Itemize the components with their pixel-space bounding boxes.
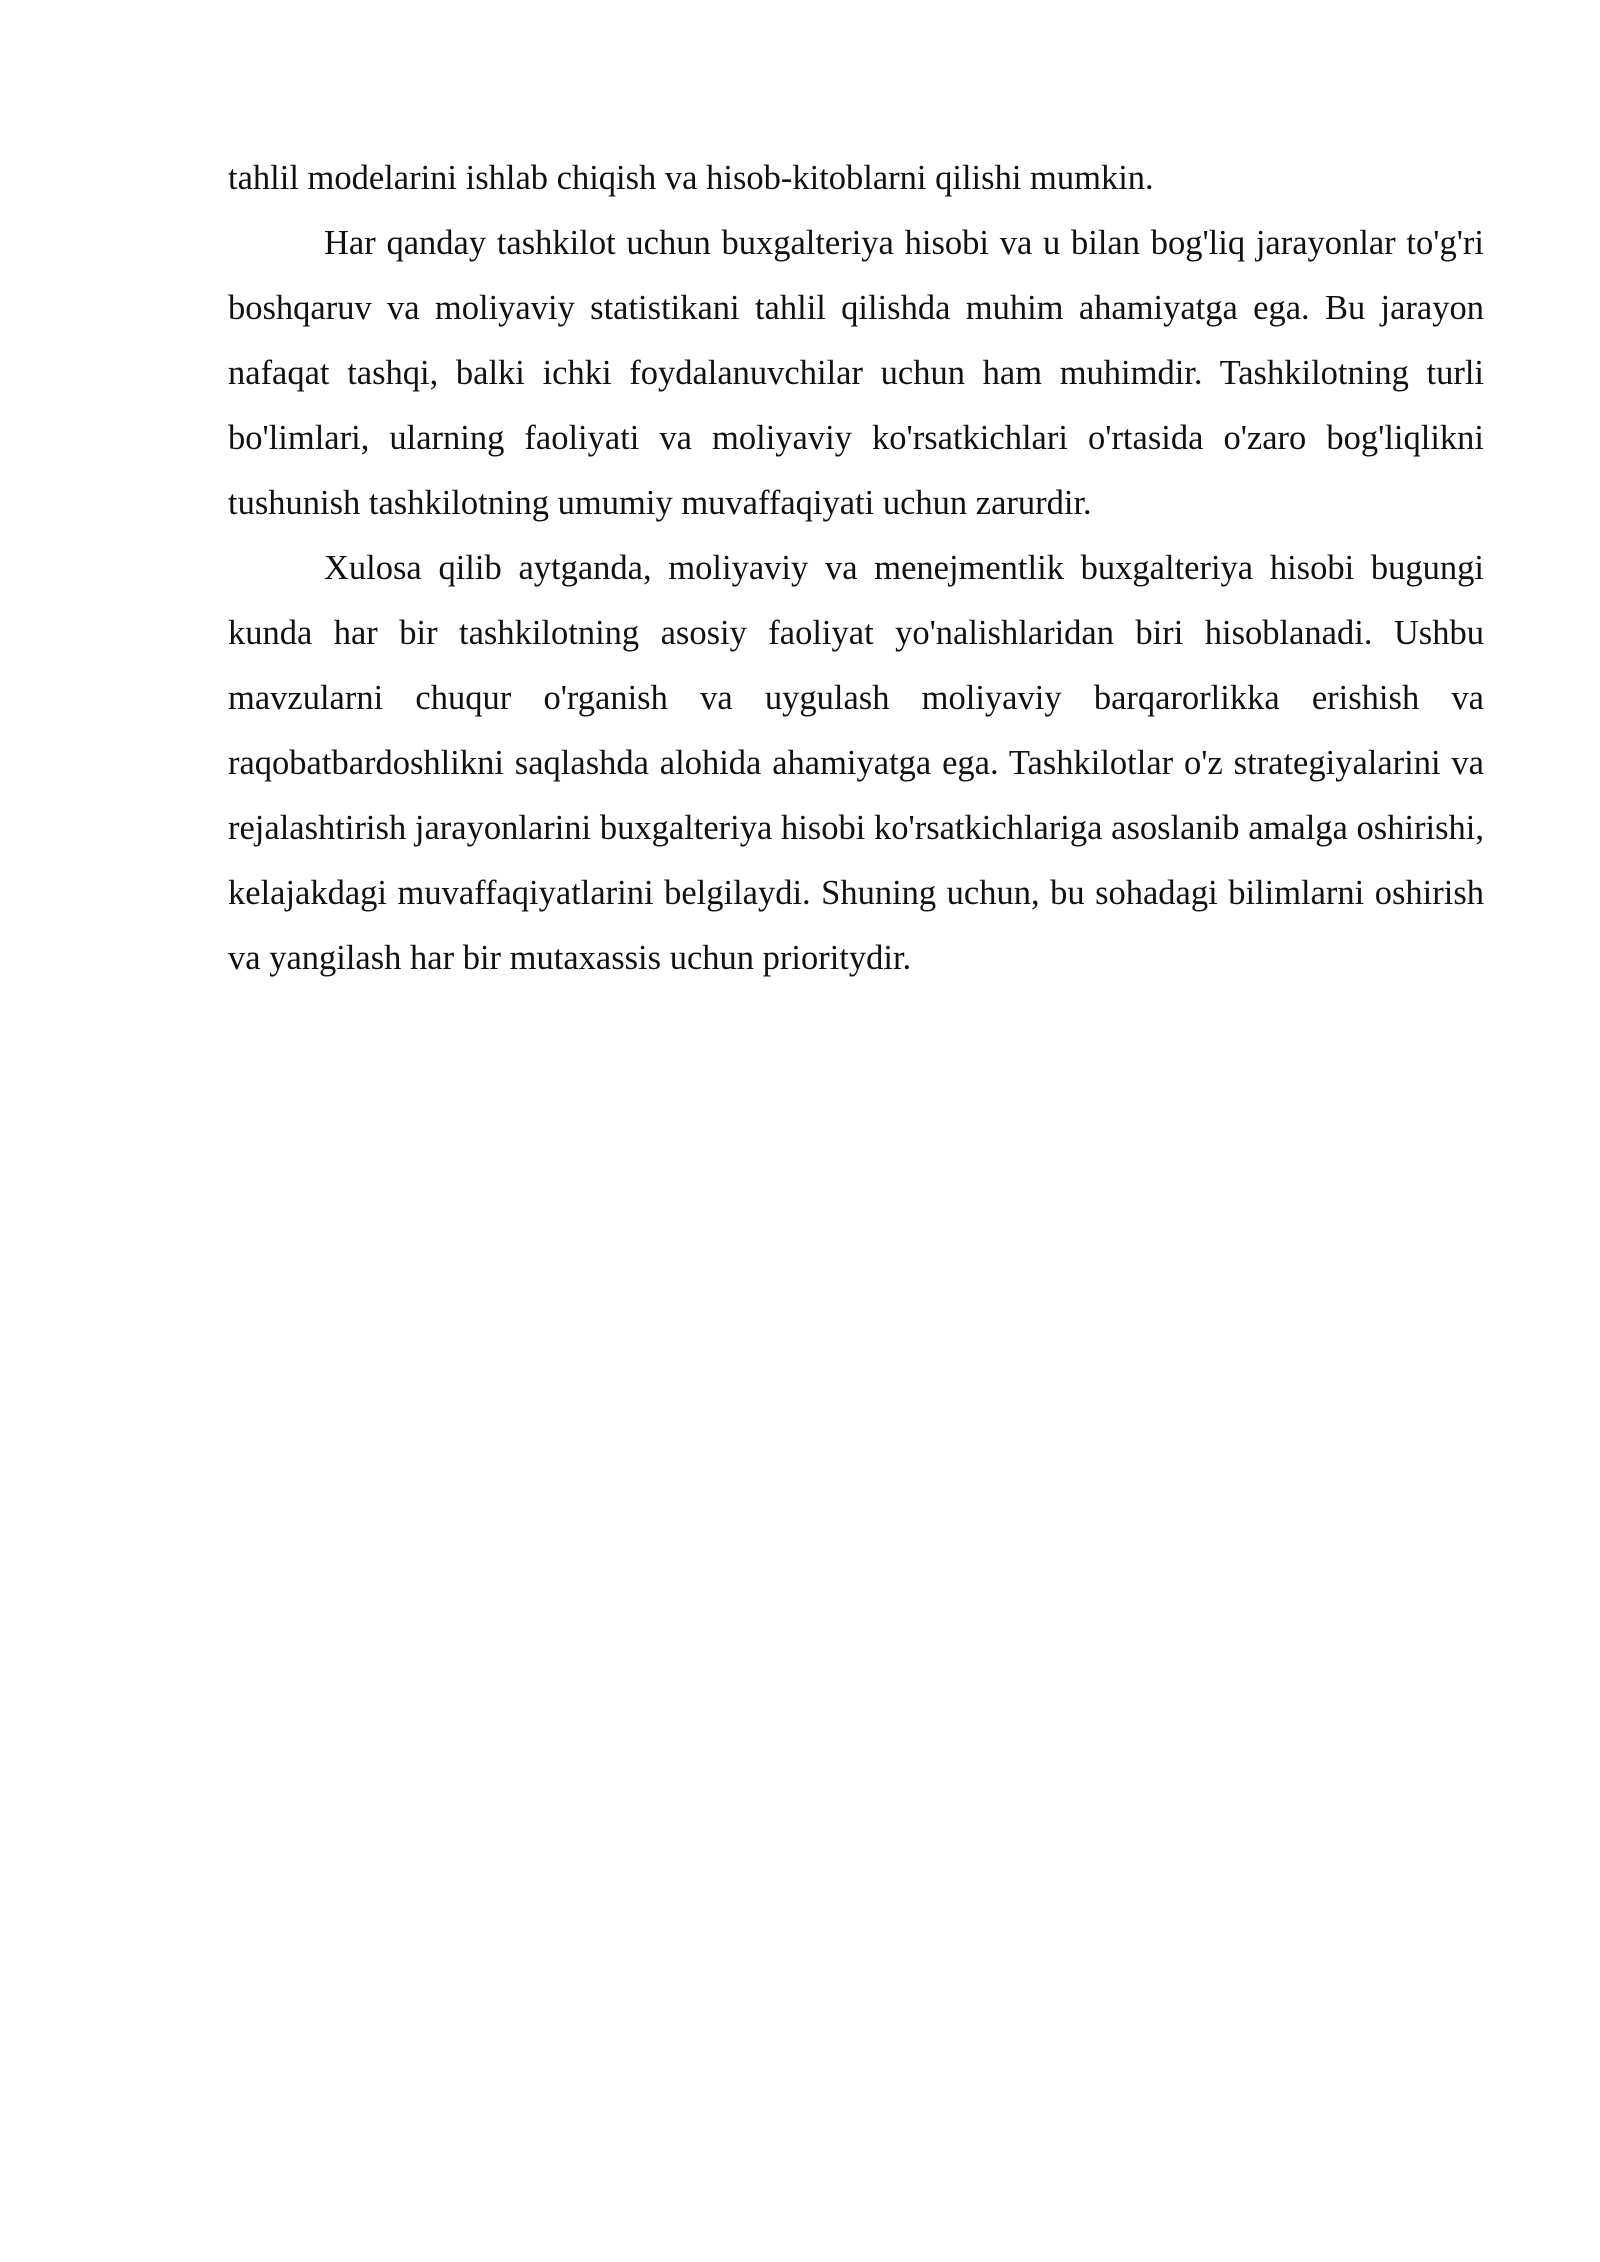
paragraph-accounting-importance: Har qanday tashkilot uchun buxgalteriya hisobi va u bilan bog'liq jarayonlar to'g'ri boshqaruv va moliyaviy statistikani tahlil qilishda muhim ahamiyatga ega. Bu jarayon nafaqat tashqi, balki ichki foydalanuvchilar uchun ham muhimdir. Tashkilotning turli bo'limlari, ularning faoliyati va moliyaviy ko'rsatkichlari o'rtasida o'zaro bog'liqlikni tushunish tashkilotning umumiy muvaffaqiyati uchun zarurdir. (228, 224, 1484, 522)
document-body (228, 146, 1484, 991)
paragraph-continuation: tahlil modelarini ishlab chiqish va hisob-kitoblarni qilishi mumkin. (228, 159, 1154, 197)
paragraph-conclusion: Xulosa qilib aytganda, moliyaviy va menejmentlik buxgalteriya hisobi bugungi kunda har bir tashkilotning asosiy faoliyat yo'nalishlaridan biri hisoblanadi. Ushbu mavzularni chuqur o'rganish va uygulash moliyaviy barqarorlikka erishish va raqobatbardoshlikni saqlashda alohida ahamiyatga ega. Tashkilotlar o'z strategiyalarini va rejalashtirish jarayonlarini buxgalteriya hisobi ko'rsatkichlariga asoslanib amalga oshirishi, kelajakdagi muvaffaqiyatlarini belgilaydi. Shuning uchun, bu sohadagi bilimlarni oshirish va yangilash har bir mutaxassis uchun prioritydir. (228, 549, 1484, 977)
